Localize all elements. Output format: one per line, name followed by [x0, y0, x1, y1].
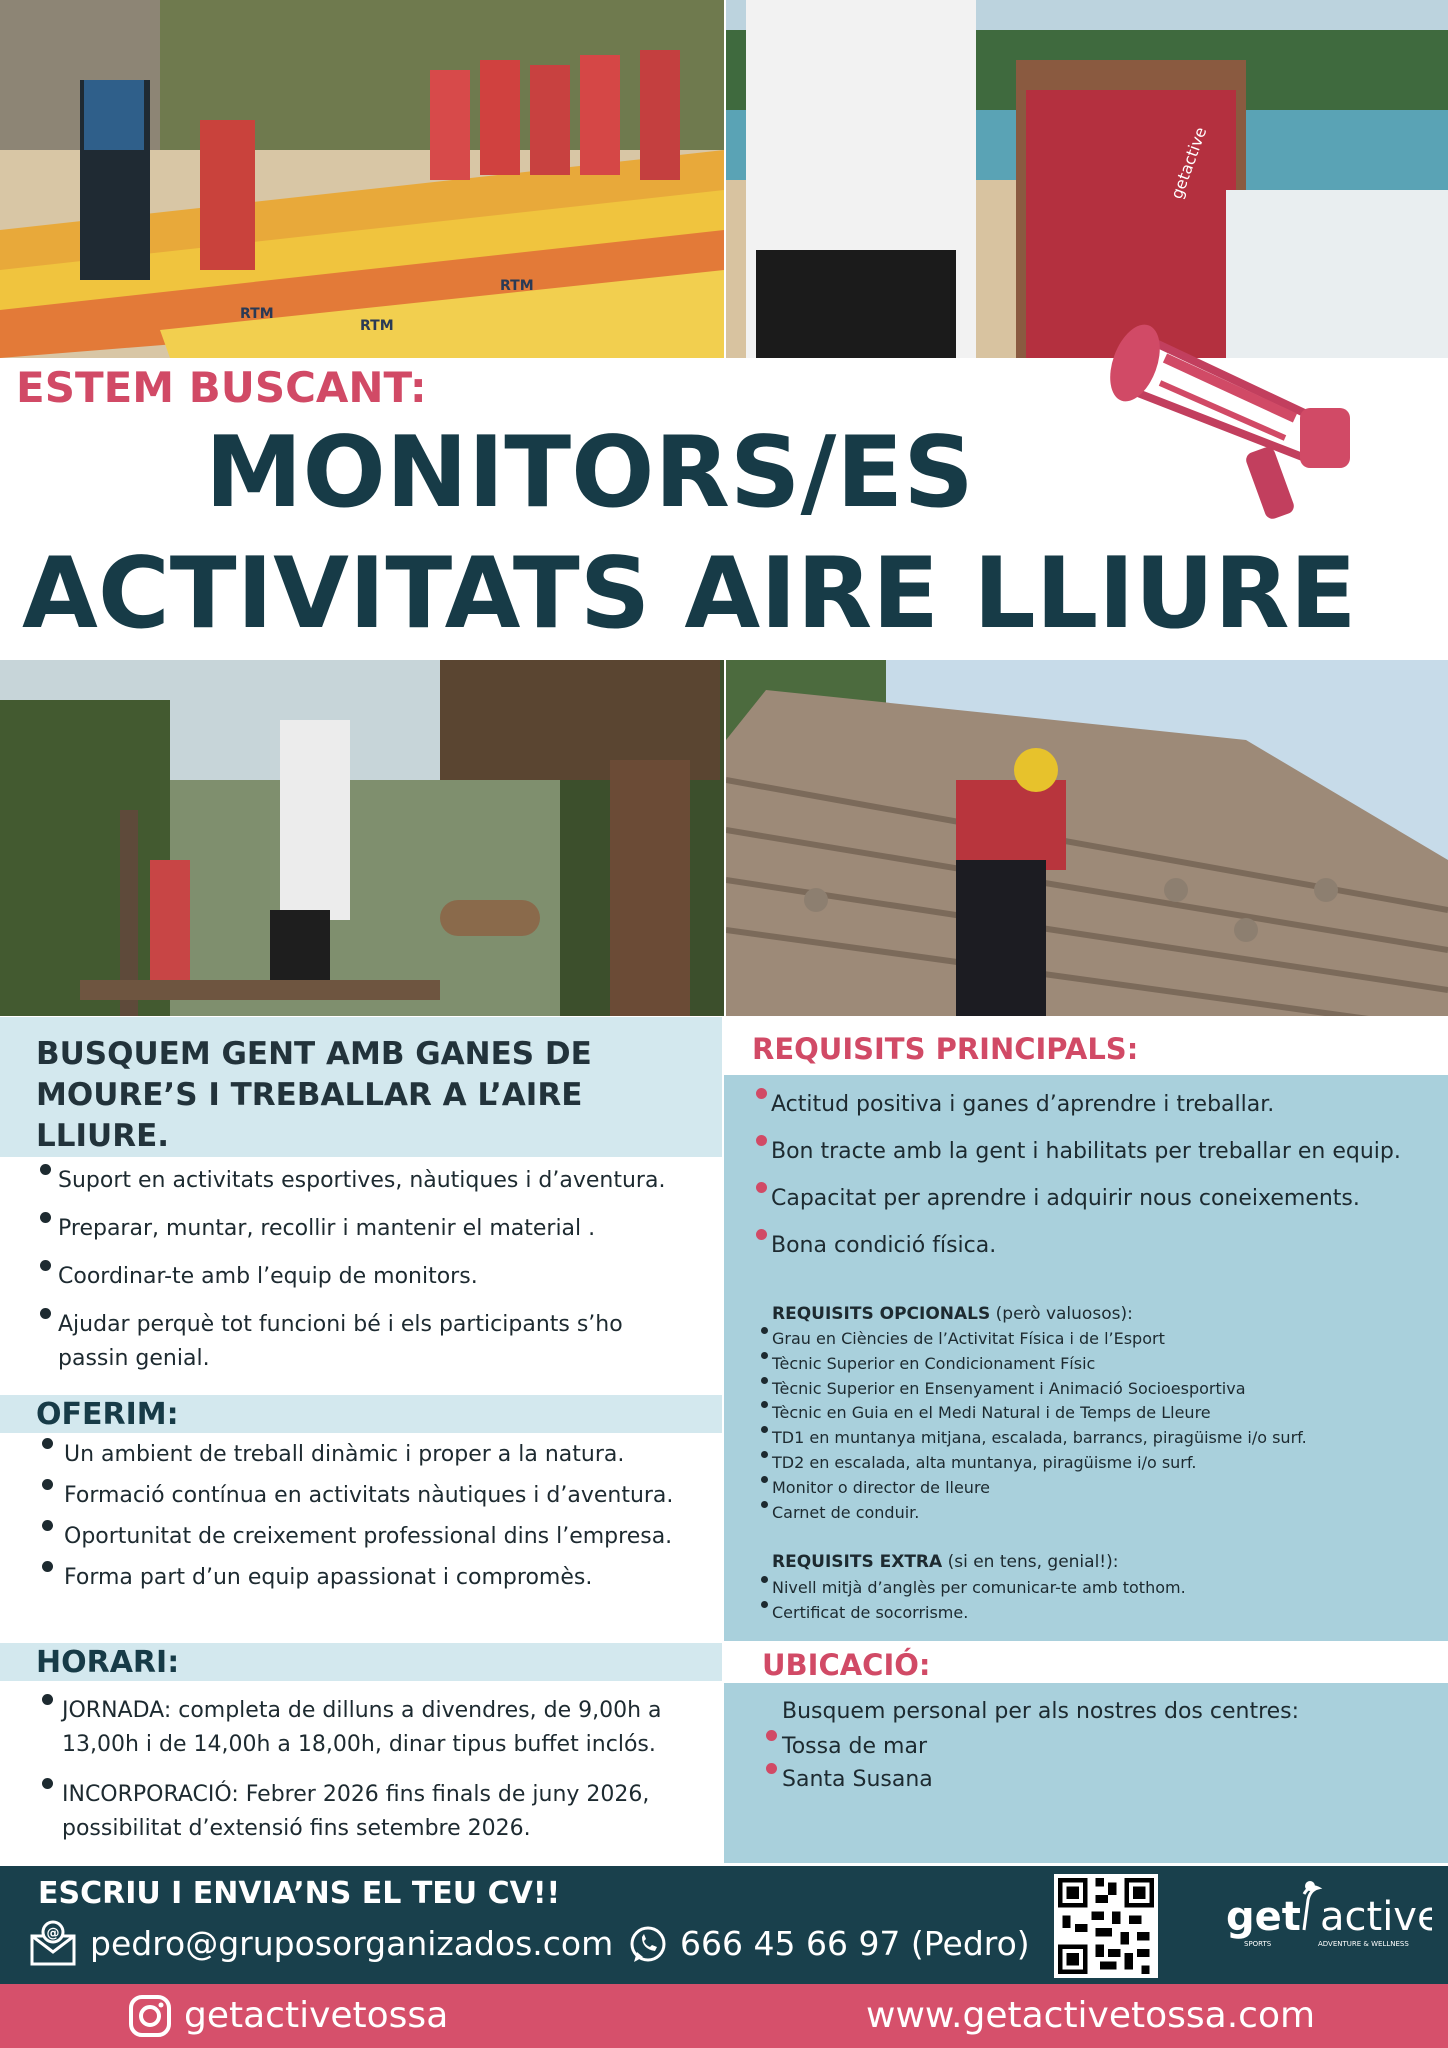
kayak-brand-1: RTM [240, 306, 274, 322]
requirement-item: Bona condició física. [754, 1229, 1444, 1263]
phone-link[interactable]: 666 45 66 97 (Pedro) [680, 1924, 1030, 1963]
offer-item: Oportunitat de creixement professional dins l’empresa. [40, 1520, 720, 1554]
extra-heading-row [772, 1550, 1118, 1574]
title-line1: MONITORS/ES [205, 416, 974, 530]
schedule-list [40, 1694, 700, 1846]
optional-list [760, 1327, 1440, 1525]
offer-item: Un ambient de treball dinàmic i proper a la natura. [40, 1438, 720, 1472]
requirements-list [754, 1088, 1444, 1263]
offer-heading: OFERIM: [36, 1397, 179, 1432]
logo-get-text: get [1226, 1894, 1301, 1940]
email-link[interactable]: pedro@gruposorganizados.com [90, 1924, 614, 1963]
photo-rope-course [0, 660, 724, 1016]
kicker-text: ESTEM BUSCANT: [16, 363, 427, 412]
offer-item: Formació contínua en activitats nàutiques i d’aventura. [40, 1479, 720, 1513]
location-item: Santa Susana [764, 1763, 1364, 1796]
requirements-heading: REQUISITS PRINCIPALS: [752, 1032, 1139, 1066]
logo-active-text: active [1320, 1894, 1432, 1940]
optional-item: TD2 en escalada, alta muntanya, piragüisme i/o surf. [760, 1451, 1440, 1476]
kayak-brand-2: RTM [360, 318, 394, 334]
extra-item: Certificat de socorrisme. [760, 1601, 1440, 1626]
extra-item: Nivell mitjà d’anglès per comunicar-te amb tothom. [760, 1576, 1440, 1601]
logo-sub-right: ADVENTURE & WELLNESS [1318, 1940, 1409, 1948]
website-link[interactable]: www.getactivetossa.com [866, 1995, 1316, 2036]
optional-item: Tècnic Superior en Ensenyament i Animació Socioesportiva [760, 1377, 1440, 1402]
optional-item: Monitor o director de lleure [760, 1476, 1440, 1501]
optional-heading-row [772, 1302, 1133, 1326]
schedule-item: JORNADA: completa de dilluns a divendres, de 9,00h a 13,00h i de 14,00h a 18,00h, dinar tipus buffet inclós. [40, 1694, 700, 1762]
photo-climbing-wall [726, 660, 1448, 1016]
logo-sub-left: SPORTS [1244, 1940, 1272, 1948]
optional-item: Carnet de conduir. [760, 1501, 1440, 1526]
schedule-heading: HORARI: [36, 1645, 180, 1680]
optional-item: Grau en Ciències de l’Activitat Física i de l’Esport [760, 1327, 1440, 1352]
schedule-item: INCORPORACIÓ: Febrer 2026 fins finals de juny 2026, possibilitat d’extensió fins setembre 2026. [40, 1778, 700, 1846]
cta-heading: ESCRIU I ENVIA’NS EL TEU CV!! [38, 1876, 561, 1911]
email-icon [28, 1918, 78, 1968]
offer-item: Forma part d’un equip apassionat i compromès. [40, 1561, 720, 1595]
megaphone-icon [1105, 298, 1385, 528]
photo-kayak-group [0, 0, 724, 358]
location-heading: UBICACIÓ: [762, 1648, 931, 1682]
requirement-item: Capacitat per aprendre i adquirir nous coneixements. [754, 1182, 1444, 1216]
locations-list [764, 1730, 1364, 1796]
whatsapp-icon [628, 1924, 668, 1964]
optional-heading: REQUISITS OPCIONALS [772, 1304, 991, 1324]
extra-heading: REQUISITS EXTRA [772, 1552, 943, 1572]
task-item: Coordinar-te amb l’equip de monitors. [38, 1260, 698, 1294]
instagram-icon [128, 1994, 172, 2038]
task-item: Preparar, muntar, recollir i mantenir el material . [38, 1212, 698, 1246]
intro-heading: BUSQUEM GENT AMB GANES DE MOURE’S I TREBALLAR A L’AIRE LLIURE. [36, 1036, 592, 1154]
tasks-list [38, 1164, 698, 1376]
optional-item: Tècnic Superior en Condicionament Físic [760, 1352, 1440, 1377]
optional-item: Tècnic en Guia en el Medi Natural i de Temps de Lleure [760, 1401, 1440, 1426]
optional-note: (però valuosos): [995, 1304, 1133, 1324]
getactive-logo [1222, 1878, 1432, 1968]
qr-code-icon[interactable] [1054, 1874, 1158, 1978]
kayak-brand-3: RTM [500, 278, 534, 294]
instagram-link[interactable]: getactivetossa [184, 1995, 449, 2036]
location-item: Tossa de mar [764, 1730, 1364, 1763]
offers-list [40, 1438, 720, 1595]
location-intro: Busquem personal per als nostres dos centres: [782, 1699, 1300, 1724]
svg-text:@: @ [46, 1926, 60, 1941]
requirement-item: Actitud positiva i ganes d’aprendre i treballar. [754, 1088, 1444, 1122]
extra-list [760, 1576, 1440, 1626]
task-item: Suport en activitats esportives, nàutiques i d’aventura. [38, 1164, 698, 1198]
vest-brand: getactive [1166, 124, 1211, 202]
title-line2: ACTIVITATS AIRE LLIURE [22, 537, 1357, 651]
requirement-item: Bon tracte amb la gent i habilitats per treballar en equip. [754, 1135, 1444, 1169]
extra-note: (si en tens, genial!): [947, 1552, 1119, 1572]
optional-item: TD1 en muntanya mitjana, escalada, barrancs, piragüisme i/o surf. [760, 1426, 1440, 1451]
task-item: Ajudar perquè tot funcioni bé i els participants s’ho passin genial. [38, 1308, 698, 1376]
